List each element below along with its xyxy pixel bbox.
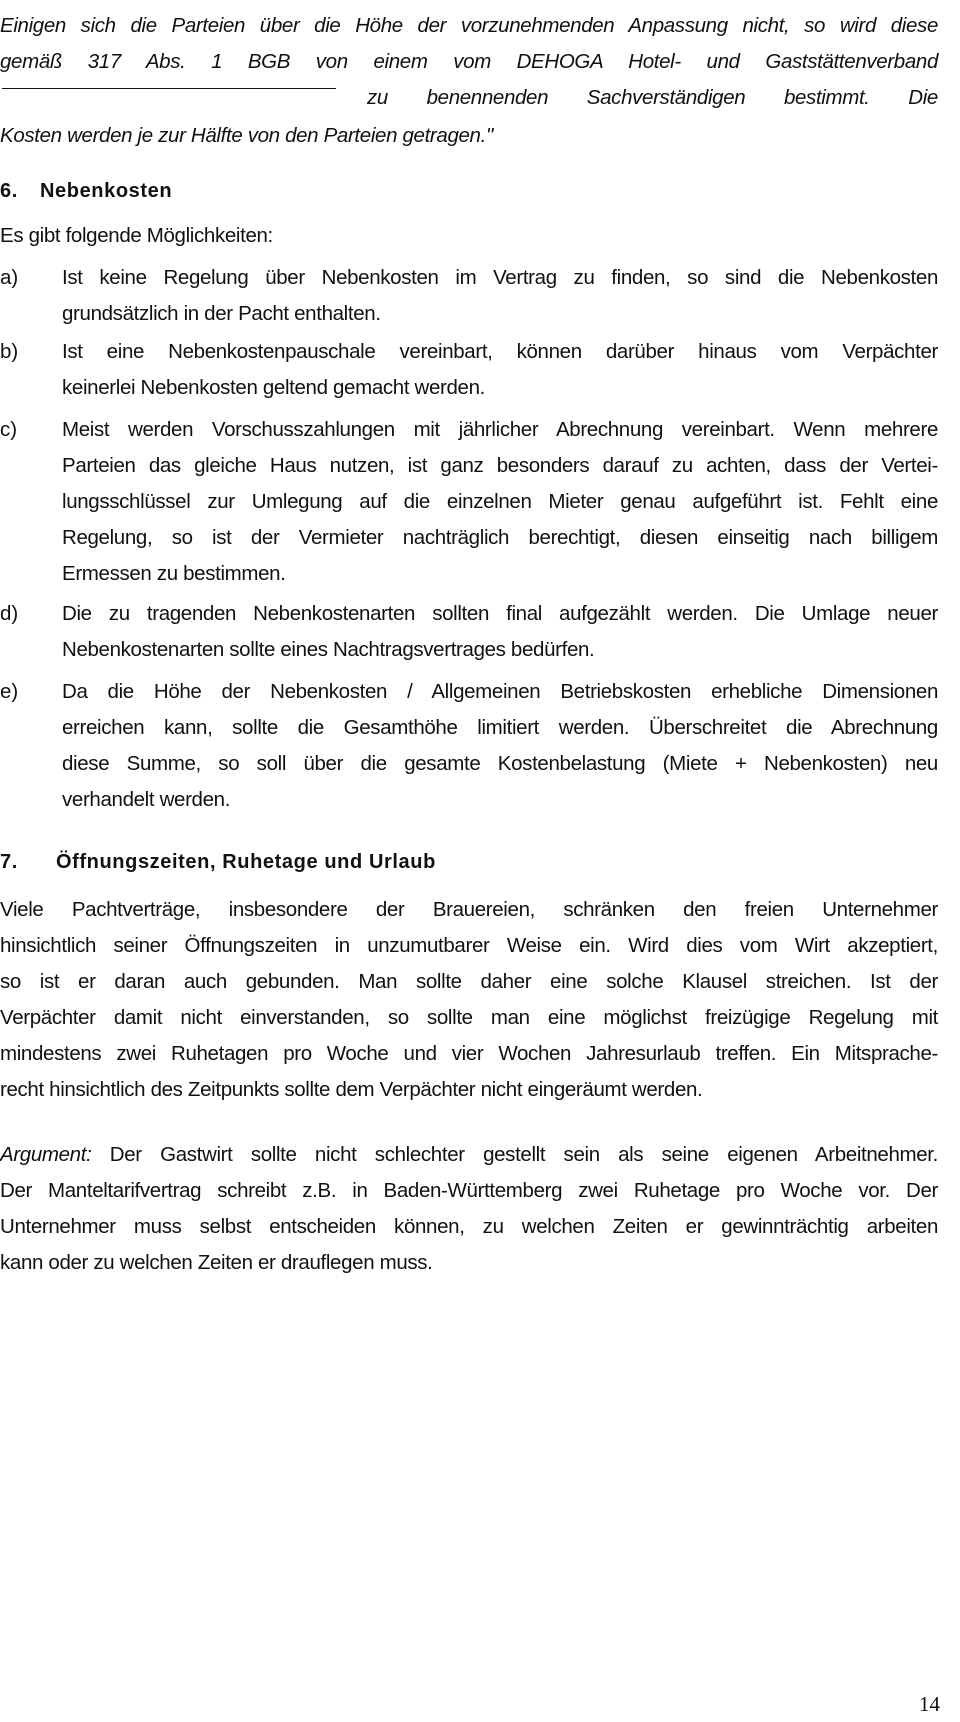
list-item-line: Parteien das gleiche Haus nutzen, ist ganz besonders darauf zu achten, dass der Vertei- bbox=[62, 454, 938, 477]
list-item-line: Nebenkostenarten sollte eines Nachtragsvertrages bedürfen. bbox=[62, 638, 595, 661]
list-item-line: verhandelt werden. bbox=[62, 788, 231, 811]
section-lead: Es gibt folgende Möglichkeiten: bbox=[0, 224, 273, 247]
argument-text: Der Gastwirt sollte nicht schlechter gestellt sein als seine eigenen Arbeitnehmer. bbox=[109, 1143, 938, 1166]
paragraph-line: hinsichtlich seiner Öffnungszeiten in unzumutbarer Weise ein. Wird dies vom Wirt akzeptiert, bbox=[0, 934, 938, 957]
intro-line: Einigen sich die Parteien über die Höhe der vorzunehmenden Anpassung nicht, so wird diese bbox=[0, 14, 938, 37]
list-item-line: grundsätzlich in der Pacht enthalten. bbox=[62, 302, 381, 325]
paragraph-line: so ist er daran auch gebunden. Man sollte daher eine solche Klausel streichen. Ist der bbox=[0, 970, 938, 993]
list-item-line: lungsschlüssel zur Umlegung auf die einzelnen Mieter genau aufgeführt ist. Fehlt eine bbox=[62, 490, 938, 513]
section-number: 6. bbox=[0, 180, 18, 202]
paragraph-line: recht hinsichtlich des Zeitpunkts sollte dem Verpächter nicht eingeräumt werden. bbox=[0, 1078, 703, 1101]
paragraph-line: mindestens zwei Ruhetagen pro Woche und vier Wochen Jahresurlaub treffen. Ein Mitsprache- bbox=[0, 1042, 938, 1065]
list-item-line: Ist eine Nebenkostenpauschale vereinbart, können darüber hinaus vom Verpächter bbox=[62, 340, 938, 363]
list-item-line: Ist keine Regelung über Nebenkosten im Vertrag zu finden, so sind die Nebenkosten bbox=[62, 266, 938, 289]
list-item-line: keinerlei Nebenkosten geltend gemacht werden. bbox=[62, 376, 485, 399]
list-item-line: Ermessen zu bestimmen. bbox=[62, 562, 286, 585]
argument-line: kann oder zu welchen Zeiten er drauflegen muss. bbox=[0, 1251, 433, 1274]
list-item-label: b) bbox=[0, 340, 19, 363]
intro-line: Kosten werden je zur Hälfte von den Parteien getragen." bbox=[0, 124, 493, 147]
section-heading-7 bbox=[0, 850, 436, 874]
intro-line: zu benennenden Sachverständigen bestimmt. Die bbox=[367, 86, 938, 109]
paragraph-line: Verpächter damit nicht einverstanden, so sollte man eine möglichst freizügige Regelung mit bbox=[0, 1006, 938, 1029]
argument-line: Unternehmer muss selbst entscheiden können, zu welchen Zeiten er gewinnträchtig arbeiten bbox=[0, 1215, 938, 1238]
section-number: 7. bbox=[0, 851, 18, 873]
section-title: Nebenkosten bbox=[40, 180, 173, 202]
list-item-line: Da die Höhe der Nebenkosten / Allgemeinen Betriebskosten erhebliche Dimensionen bbox=[62, 680, 938, 703]
list-item-line: Die zu tragenden Nebenkostenarten sollten final aufgezählt werden. Die Umlage neuer bbox=[62, 602, 938, 625]
page-number: 14 bbox=[919, 1692, 940, 1716]
list-item-line: diese Summe, so soll über die gesamte Kostenbelastung (Miete + Nebenkosten) neu bbox=[62, 752, 938, 775]
list-item-label: e) bbox=[0, 680, 19, 703]
argument-line: Der Manteltarifvertrag schreibt z.B. in Baden-Württemberg zwei Ruhetage pro Woche vor. Der bbox=[0, 1179, 938, 1202]
list-item-label: c) bbox=[0, 418, 18, 441]
fill-in-blank bbox=[2, 88, 336, 89]
list-item-label: a) bbox=[0, 266, 19, 289]
argument-label: Argument: bbox=[0, 1143, 92, 1166]
argument-line bbox=[0, 1143, 938, 1167]
intro-line: gemäß 317 Abs. 1 BGB von einem vom DEHOGA Hotel- und Gaststättenverband bbox=[0, 50, 938, 73]
paragraph-line: Viele Pachtverträge, insbesondere der Brauereien, schränken den freien Unternehmer bbox=[0, 898, 938, 921]
section-heading-6 bbox=[0, 179, 172, 203]
list-item-line: Meist werden Vorschusszahlungen mit jährlicher Abrechnung vereinbart. Wenn mehrere bbox=[62, 418, 938, 441]
list-item-line: Regelung, so ist der Vermieter nachträglich berechtigt, diesen einseitig nach billigem bbox=[62, 526, 938, 549]
section-title: Öffnungszeiten, Ruhetage und Urlaub bbox=[56, 851, 436, 873]
list-item-label: d) bbox=[0, 602, 19, 625]
list-item-line: erreichen kann, sollte die Gesamthöhe limitiert werden. Überschreitet die Abrechnung bbox=[62, 716, 938, 739]
